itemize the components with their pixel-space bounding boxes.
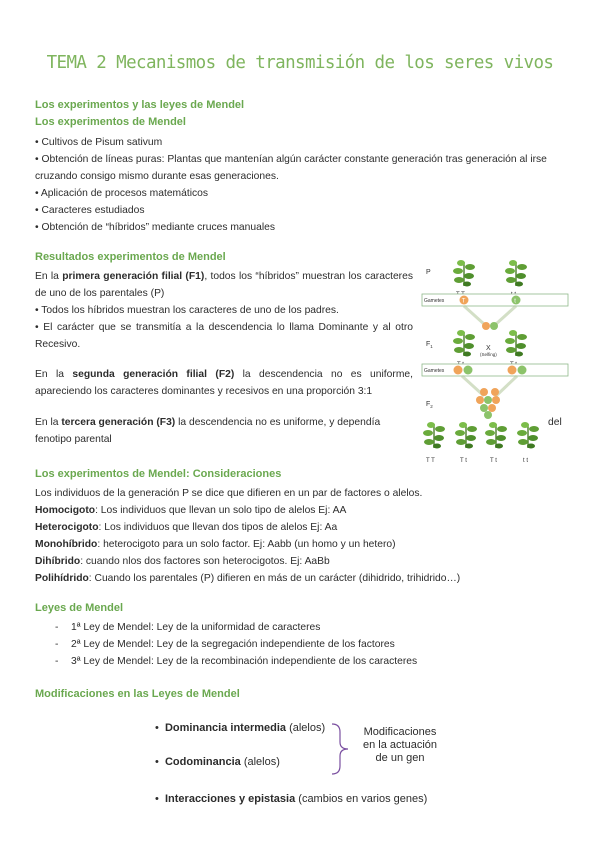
- plant-icon: [453, 330, 475, 357]
- label-f2: $F_2$: [426, 401, 433, 409]
- section-heading-experiments-laws: Los experimentos y las leyes de Mendel: [35, 99, 245, 111]
- selfing-label: (Selfing): [480, 352, 497, 357]
- list-item: • Aplicación de procesos matemáticos: [35, 188, 209, 199]
- list-item: - 2ª Ley de Mendel: Ley de la segregación independiente de los factores: [55, 639, 395, 650]
- modifications-heading: Modificaciones en las Leyes de Mendel: [35, 688, 240, 700]
- brace-label: Modificaciones en la actuación de un gen: [363, 726, 437, 764]
- list-item: - 1ª Ley de Mendel: Ley de la uniformidad de caracteres: [55, 622, 321, 633]
- plant-icon: [517, 422, 539, 449]
- page-title: TEMA 2 Mecanismos de transmisión de los seres vivos: [46, 53, 554, 73]
- curly-brace: [330, 722, 352, 776]
- label-f1: $F_1$: [426, 341, 433, 349]
- plant-icon: [505, 330, 527, 357]
- plant-icon: [423, 422, 445, 449]
- laws-list: [35, 619, 565, 670]
- genotype-label: t t: [523, 458, 529, 464]
- considerations-intro: Los individuos de la generación P se dice que difieren en un par de factores o alelos.: [35, 488, 423, 499]
- modification-item: • Codominancia (alelos): [155, 756, 280, 768]
- list-item: • Caracteres estudiados: [35, 205, 145, 216]
- results-f3-tail-2: fenotipo parental: [35, 434, 112, 445]
- list-item: • Obtención de “híbridos” mediante cruces manuales: [35, 222, 275, 233]
- list-item: Homocigoto: Los individuos que llevan un solo tipo de alelos Ej: AA: [35, 505, 347, 516]
- svg-text:T: T: [461, 298, 466, 305]
- list-item: • Obtención de líneas puras: Plantas que mantenían algún carácter constante generación tras generación al irse cruzando consigo mismo durante esas generaciones.: [35, 154, 547, 182]
- results-f1-bullet-2: • El carácter que se transmitía a la descendencia lo llama Dominante y al otro Recesivo.: [35, 322, 413, 350]
- cross-mark: X: [486, 345, 491, 352]
- svg-text:Gametes: Gametes: [424, 368, 445, 374]
- gamete-recessive: [512, 296, 521, 305]
- genotype-label: T t: [460, 458, 467, 464]
- considerations-heading: Los experimentos de Mendel: Consideraciones: [35, 468, 282, 480]
- list-item: • Cultivos de Pisum sativum: [35, 137, 163, 148]
- plant-icon: [505, 260, 527, 287]
- results-heading: Resultados experimentos de Mendel: [35, 251, 226, 263]
- results-f3-paragraph: En la tercera generación (F3) la descendencia no es uniforme, y dependía: [35, 417, 381, 428]
- label-p: P: [426, 269, 431, 276]
- results-f2-paragraph: En la segunda generación filial (F2) la descendencia no es uniforme, apareciendo los caracteres dominantes y recesivos en una proporción 3:1: [35, 369, 413, 397]
- list-item: Monohíbrido: heterocigoto para un solo factor. Ej: Aabb (un homo y un hetero): [35, 539, 396, 550]
- mendel-cross-diagram: [420, 250, 570, 470]
- plant-icon: [485, 422, 507, 449]
- section-heading-experiments: Los experimentos de Mendel: [35, 116, 186, 128]
- results-f1-paragraph: En la primera generación filial (F1), todos los “híbridos” muestran los caracteres de uno de los parentales (P): [35, 271, 413, 299]
- results-f3-tail: del: [548, 417, 562, 428]
- gametes-label: Gametes: [424, 298, 445, 304]
- genotype-label: T T: [426, 458, 435, 464]
- list-item: - 3ª Ley de Mendel: Ley de la recombinación independiente de los caracteres: [55, 656, 418, 667]
- results-f1-bullet-1: • Todos los híbridos muestran los caracteres de uno de los padres.: [35, 305, 339, 316]
- plant-icon: [453, 260, 475, 287]
- considerations-list: [35, 502, 575, 587]
- experiments-list: [35, 134, 565, 236]
- genotype-label: T t: [490, 458, 497, 464]
- modification-item: • Interacciones y epistasia (cambios en varios genes): [155, 793, 428, 805]
- svg-text:t: t: [514, 298, 516, 305]
- laws-heading: Leyes de Mendel: [35, 602, 124, 614]
- modification-item: • Dominancia intermedia (alelos): [155, 722, 326, 734]
- list-item: Dihíbrido: cuando nlos dos factores son heterocigotos. Ej: AaBb: [35, 556, 330, 567]
- plant-icon: [455, 422, 477, 449]
- list-item: Polihídrido: Cuando los parentales (P) difieren en más de un carácter (dihidrido, trihidrido…): [35, 573, 461, 584]
- list-item: Heterocigoto: Los individuos que llevan dos tipos de alelos Ej: Aa: [35, 522, 338, 533]
